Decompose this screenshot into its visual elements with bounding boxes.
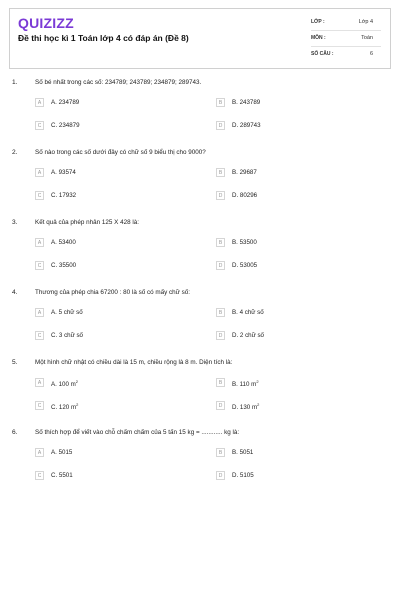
option-letter-box: B	[216, 98, 225, 107]
option-text	[51, 122, 80, 129]
answer-option-a[interactable]	[35, 308, 185, 320]
option-letter-box: A	[35, 448, 44, 457]
option-letter-box: B	[216, 308, 225, 317]
meta-value: Lớp 4	[358, 19, 373, 25]
option-text	[232, 192, 257, 199]
option-text	[232, 332, 264, 339]
question-list	[9, 79, 391, 499]
option-label: B. 4 chữ số	[232, 309, 264, 316]
worksheet-header	[9, 8, 391, 69]
question-2	[9, 149, 391, 219]
option-label: C. 35500	[51, 262, 77, 269]
answer-option-a[interactable]	[35, 168, 185, 180]
question-3	[9, 219, 391, 289]
answer-option-c[interactable]	[35, 471, 185, 483]
option-text	[51, 169, 76, 176]
worksheet-title: Đề thi học kì 1 Toán lớp 4 có đáp án (Đề 8)	[18, 33, 189, 43]
answer-option-a[interactable]	[35, 448, 185, 460]
option-letter-box: B	[216, 448, 225, 457]
option-text	[232, 379, 259, 388]
option-text	[51, 402, 78, 411]
option-text	[232, 99, 260, 106]
question-number: 4.	[12, 289, 18, 296]
option-label: C. 17932	[51, 192, 77, 199]
option-text	[232, 472, 254, 479]
meta-value: 6	[369, 51, 373, 57]
option-text	[232, 449, 253, 456]
option-label: B. 53500	[232, 239, 257, 246]
option-label: D. 53005	[232, 262, 258, 269]
option-text	[51, 332, 83, 339]
question-text: Thương của phép chia 67200 : 80 là số có mấy chữ số:	[35, 289, 191, 296]
option-letter-box: A	[35, 378, 44, 387]
option-label: B. 29687	[232, 169, 257, 176]
question-text: Số nào trong các số dưới đây có chữ số 9 biểu thị cho 9000?	[35, 149, 206, 156]
question-1	[9, 79, 391, 149]
question-number: 6.	[12, 429, 18, 436]
answer-option-a[interactable]	[35, 238, 185, 250]
option-letter-box: A	[35, 238, 44, 247]
answer-option-b[interactable]	[216, 168, 366, 180]
option-label: B. 5051	[232, 449, 254, 456]
option-letter-box: D	[216, 121, 225, 130]
option-letter-box: D	[216, 331, 225, 340]
meta-label: LỚP :	[311, 19, 325, 25]
meta-row-question-count	[311, 47, 381, 62]
option-letter-box: C	[35, 471, 44, 480]
option-letter-box: B	[216, 378, 225, 387]
option-letter-box: C	[35, 261, 44, 270]
answer-option-d[interactable]	[216, 191, 366, 203]
option-label: A. 53400	[51, 239, 76, 246]
option-label: B. 243789	[232, 99, 261, 106]
option-text	[51, 472, 73, 479]
answer-option-d[interactable]	[216, 261, 366, 273]
option-label: A. 93574	[51, 169, 76, 176]
answer-option-c[interactable]	[35, 331, 185, 343]
option-text	[51, 309, 83, 316]
option-text	[51, 262, 76, 269]
question-text: Kết quả của phép nhân 125 X 428 là:	[35, 219, 139, 226]
option-label: A. 100 m	[51, 381, 76, 389]
option-label: C. 234879	[51, 122, 80, 129]
option-text	[51, 449, 72, 456]
option-letter-box: C	[35, 401, 44, 410]
option-letter-box: A	[35, 168, 44, 177]
option-text	[51, 99, 79, 106]
answer-option-d[interactable]	[216, 471, 366, 483]
option-label: D. 80296	[232, 192, 258, 199]
option-label: C. 120 m	[51, 404, 77, 412]
option-superscript: 2	[75, 379, 78, 384]
meta-row-subject	[311, 31, 381, 47]
question-number: 2.	[12, 149, 18, 156]
question-number: 1.	[12, 79, 18, 86]
option-superscript: 2	[256, 379, 259, 384]
answer-option-d[interactable]	[216, 401, 366, 413]
meta-table	[311, 15, 381, 62]
option-letter-box: C	[35, 191, 44, 200]
option-letter-box: A	[35, 308, 44, 317]
option-letter-box: D	[216, 401, 225, 410]
answer-option-b[interactable]	[216, 378, 366, 390]
option-label: D. 5105	[232, 472, 254, 479]
answer-option-c[interactable]	[35, 191, 185, 203]
option-letter-box: D	[216, 261, 225, 270]
option-text	[232, 262, 257, 269]
answer-option-a[interactable]	[35, 98, 185, 110]
answer-option-c[interactable]	[35, 261, 185, 273]
option-letter-box: B	[216, 168, 225, 177]
answer-option-b[interactable]	[216, 308, 366, 320]
option-text	[232, 402, 259, 411]
option-letter-box: C	[35, 121, 44, 130]
answer-option-d[interactable]	[216, 121, 366, 133]
option-text	[51, 379, 78, 388]
answer-option-c[interactable]	[35, 121, 185, 133]
question-text: Một hình chữ nhật có chiều dài là 15 m, chiều rộng là 8 m. Diện tích là:	[35, 359, 233, 366]
option-label: C. 5501	[51, 472, 73, 479]
option-label: C. 3 chữ số	[51, 332, 83, 339]
option-letter-box: B	[216, 238, 225, 247]
meta-label: SỐ CÂU :	[311, 51, 334, 57]
option-text	[232, 122, 261, 129]
question-text: Số bé nhất trong các số: 234789; 243789; 234879; 289743.	[35, 79, 202, 86]
meta-label: MÔN :	[311, 35, 326, 41]
option-label: A. 234789	[51, 99, 80, 106]
option-letter-box: D	[216, 191, 225, 200]
option-text	[51, 192, 76, 199]
option-text	[232, 169, 257, 176]
option-superscript: 2	[257, 402, 260, 407]
answer-option-d[interactable]	[216, 331, 366, 343]
question-number: 5.	[12, 359, 18, 366]
quizizz-logo: QUIZIZZ	[18, 15, 74, 31]
option-label: A. 5015	[51, 449, 73, 456]
meta-value: Toán	[361, 35, 373, 41]
answer-option-a[interactable]	[35, 378, 185, 390]
option-letter-box: C	[35, 331, 44, 340]
option-letter-box: D	[216, 471, 225, 480]
question-number: 3.	[12, 219, 18, 226]
option-superscript: 2	[76, 402, 79, 407]
option-label: D. 2 chữ số	[232, 332, 264, 339]
option-label: A. 5 chữ số	[51, 309, 83, 316]
answer-option-b[interactable]	[216, 98, 366, 110]
option-text	[232, 309, 264, 316]
option-label: D. 289743	[232, 122, 261, 129]
answer-option-b[interactable]	[216, 238, 366, 250]
answer-option-c[interactable]	[35, 401, 185, 413]
question-text: Số thích hợp để viết vào chỗ chấm chấm của 5 tấn 15 kg = ............ kg là:	[35, 429, 240, 436]
question-6	[9, 429, 391, 499]
meta-row-grade	[311, 15, 381, 31]
option-letter-box: A	[35, 98, 44, 107]
answer-option-b[interactable]	[216, 448, 366, 460]
option-text	[232, 239, 257, 246]
option-label: D. 130 m	[232, 404, 258, 412]
option-text	[51, 239, 76, 246]
question-5	[9, 359, 391, 429]
option-label: B. 110 m	[232, 381, 257, 389]
question-4	[9, 289, 391, 359]
